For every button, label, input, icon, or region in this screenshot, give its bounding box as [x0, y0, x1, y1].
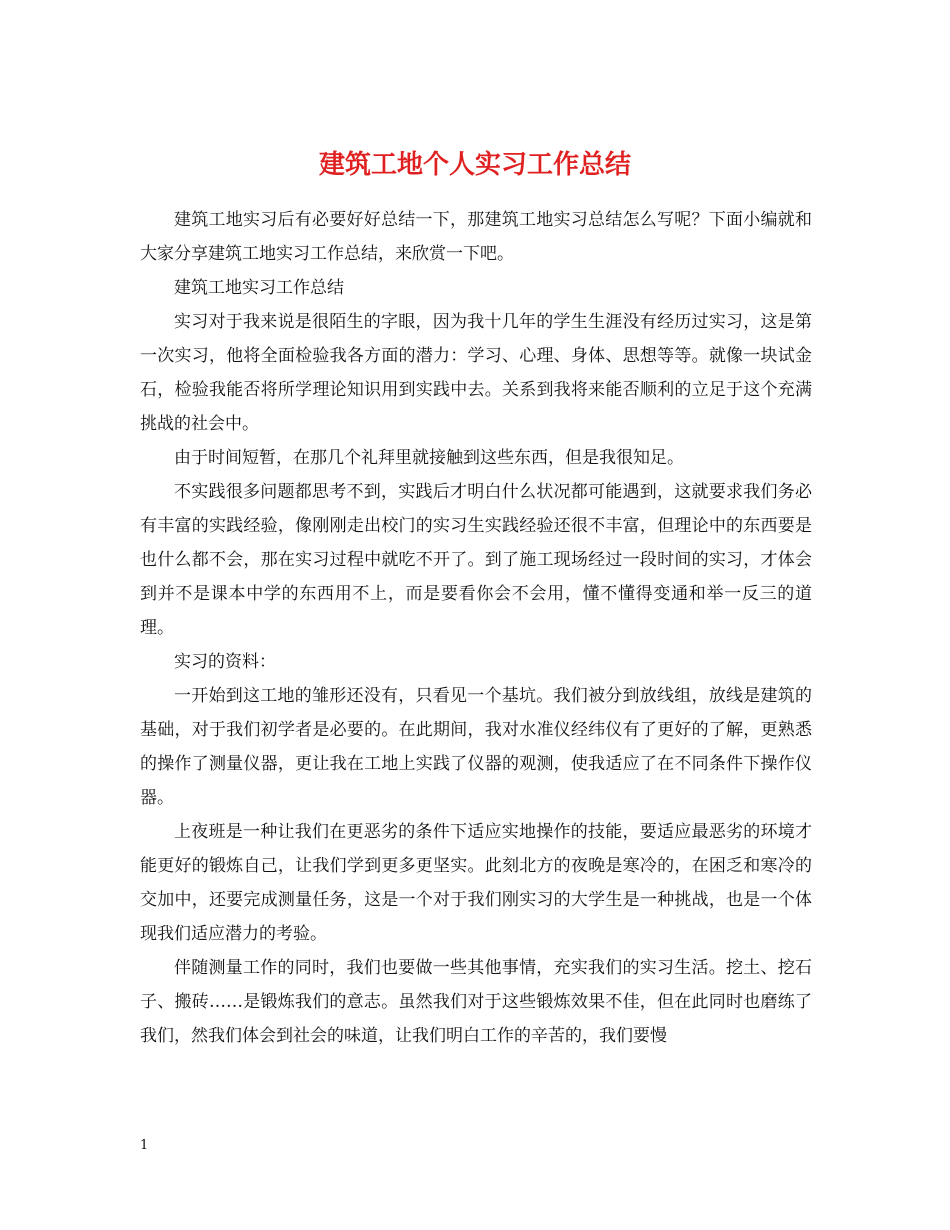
- paragraph: 伴随测量工作的同时，我们也要做一些其他事情，充实我们的实习生活。挖土、挖石子、搬砖……是锻炼我们的意志。虽然我们对于这些锻炼效果不佳，但在此同时也磨练了我们，然我们体会到社会的味道，让我们明白工作的辛苦的，我们要慢: [140, 958, 812, 1046]
- paragraph: 一开始到这工地的雏形还没有，只看见一个基坑。我们被分到放线组，放线是建筑的基础，对于我们初学者是必要的。在此期间，我对水准仪经纬仪有了更好的了解，更熟悉的操作了测量仪器，更让我在工地上实践了仪器的观测，使我适应了在不同条件下操作仪器。: [140, 686, 812, 808]
- paragraph: 上夜班是一种让我们在更恶劣的条件下适应实地操作的技能，要适应最恶劣的环境才能更好的锻炼自己，让我们学到更多更坚实。此刻北方的夜晚是寒冷的，在困乏和寒冷的交加中，还要完成测量任务，这是一个对于我们刚实习的大学生是一种挑战，也是一个体现我们适应潜力的考验。: [140, 822, 812, 944]
- document-body: [140, 203, 812, 1053]
- paragraph: 建筑工地实习工作总结: [174, 278, 344, 298]
- paragraph: 实习对于我来说是很陌生的字眼，因为我十几年的学生生涯没有经历过实习，这是第一次实习，他将全面检验我各方面的潜力：学习、心理、身体、思想等等。就像一块试金石，检验我能否将所学理论知识用到实践中去。关系到我将来能否顺利的立足于这个充满挑战的社会中。: [140, 312, 812, 434]
- page-number: 1: [140, 1138, 149, 1153]
- paragraph: 由于时间短暂，在那几个礼拜里就接触到这些东西，但是我很知足。: [174, 448, 684, 468]
- paragraph: 不实践很多问题都思考不到，实践后才明白什么状况都可能遇到，这就要求我们务必有丰富的实践经验，像刚刚走出校门的实习生实践经验还很不丰富，但理论中的东西要是也什么都不会，那在实习过程中就吃不开了。到了施工现场经过一段时间的实习，才体会到并不是课本中学的东西用不上，而是要看你会不会用，懂不懂得变通和举一反三的道理。: [140, 482, 812, 638]
- paragraph: 建筑工地实习后有必要好好总结一下，那建筑工地实习总结怎么写呢？下面小编就和大家分享建筑工地实习工作总结，来欣赏一下吧。: [140, 210, 812, 264]
- document-title: 建筑工地个人实习工作总结: [318, 150, 631, 181]
- paragraph: 实习的资料：: [174, 652, 276, 672]
